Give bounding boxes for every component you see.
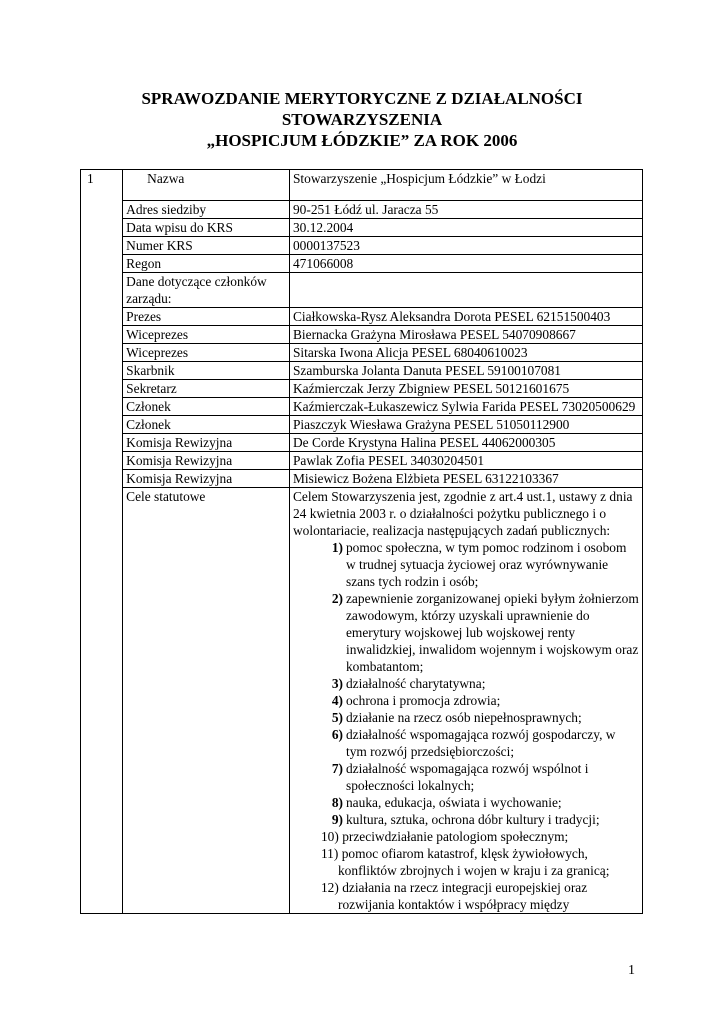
table-row bbox=[81, 344, 643, 362]
report-table bbox=[80, 169, 643, 914]
goal-number: 11) bbox=[320, 846, 339, 861]
row-value: Kaźmierczak Jerzy Zbigniew PESEL 50121601675 bbox=[289, 380, 642, 398]
goal-text: działalność wspomagająca rozwój wspólnot i społeczności lokalnych; bbox=[345, 761, 589, 793]
table-row bbox=[81, 452, 643, 470]
row-label: Numer KRS bbox=[123, 237, 290, 255]
table-row bbox=[81, 308, 643, 326]
list-item bbox=[293, 845, 639, 879]
table-row bbox=[81, 362, 643, 380]
goals-cell bbox=[289, 488, 642, 914]
list-item bbox=[293, 760, 639, 794]
goal-number: 8) bbox=[331, 795, 343, 810]
goal-number: 2) bbox=[331, 591, 343, 606]
row-value: Pawlak Zofia PESEL 34030204501 bbox=[289, 452, 642, 470]
goals-list bbox=[293, 539, 639, 913]
goal-text: kultura, sztuka, ochrona dóbr kultury i tradycji; bbox=[345, 812, 600, 827]
list-item bbox=[293, 675, 639, 692]
goal-text: pomoc społeczna, w tym pomoc rodzinom i osobom w trudnej sytuacja życiowej oraz wyrównywanie szans tych rodzin i osób; bbox=[345, 540, 627, 589]
list-item bbox=[293, 590, 639, 675]
list-item bbox=[293, 811, 639, 828]
goals-label: Cele statutowe bbox=[123, 488, 290, 914]
row-value bbox=[289, 273, 642, 308]
row-value: 471066008 bbox=[289, 255, 642, 273]
table-row bbox=[81, 434, 643, 452]
goal-text: ochrona i promocja zdrowia; bbox=[345, 693, 501, 708]
row-value: De Corde Krystyna Halina PESEL 44062000305 bbox=[289, 434, 642, 452]
row-value: Ciałkowska-Rysz Aleksandra Dorota PESEL 62151500403 bbox=[289, 308, 642, 326]
table-row bbox=[81, 201, 643, 219]
row-label: Prezes bbox=[123, 308, 290, 326]
row-label: Skarbnik bbox=[123, 362, 290, 380]
goal-number: 5) bbox=[331, 710, 343, 725]
row-label: Członek bbox=[123, 416, 290, 434]
row-value: Biernacka Grażyna Mirosława PESEL 54070908667 bbox=[289, 326, 642, 344]
table-row bbox=[81, 237, 643, 255]
title-line-2: STOWARZYSZENIA bbox=[281, 110, 443, 129]
goal-number: 6) bbox=[331, 727, 343, 742]
row-value: 30.12.2004 bbox=[289, 219, 642, 237]
table-row bbox=[81, 255, 643, 273]
list-item bbox=[293, 692, 639, 709]
name-label: Nazwa bbox=[123, 170, 290, 201]
goal-number: 9) bbox=[331, 812, 343, 827]
row-value: Misiewicz Bożena Elżbieta PESEL 63122103367 bbox=[289, 470, 642, 488]
name-value: Stowarzyszenie „Hospicjum Łódzkie” w Łodzi bbox=[289, 170, 642, 201]
page-number: 1 bbox=[628, 963, 635, 978]
goal-number: 3) bbox=[331, 676, 343, 691]
row-label: Wiceprezes bbox=[123, 344, 290, 362]
row-label: Wiceprezes bbox=[123, 326, 290, 344]
title-line-3: „HOSPICJUM ŁÓDZKIE” ZA ROK 2006 bbox=[206, 131, 518, 150]
goal-number: 7) bbox=[331, 761, 343, 776]
list-item bbox=[293, 726, 639, 760]
table-row-goals bbox=[81, 488, 643, 914]
goals-intro: Celem Stowarzyszenia jest, zgodnie z art.4 ust.1, ustawy z dnia 24 kwietnia 2003 r. o działalności pożytku publicznego i o wolontariacie, realizacja następujących zadań publicznych: bbox=[292, 489, 633, 538]
title-line-1: SPRAWOZDANIE MERYTORYCZNE Z DZIAŁALNOŚCI bbox=[141, 89, 583, 108]
row-value: 0000137523 bbox=[289, 237, 642, 255]
row-label: Adres siedziby bbox=[123, 201, 290, 219]
row-value: 90-251 Łódź ul. Jaracza 55 bbox=[289, 201, 642, 219]
list-item bbox=[293, 709, 639, 726]
row-label: Komisja Rewizyjna bbox=[123, 434, 290, 452]
list-item bbox=[293, 794, 639, 811]
goal-number: 1) bbox=[331, 540, 343, 555]
row-value: Sitarska Iwona Alicja PESEL 68040610023 bbox=[289, 344, 642, 362]
row-label: Data wpisu do KRS bbox=[123, 219, 290, 237]
goal-text: przeciwdziałanie patologiom społecznym; bbox=[342, 829, 569, 844]
list-item bbox=[293, 879, 639, 913]
row-value: Piaszczyk Wiesława Grażyna PESEL 51050112900 bbox=[289, 416, 642, 434]
goal-text: działalność wspomagająca rozwój gospodarczy, w tym rozwój przedsiębiorczości; bbox=[345, 727, 616, 759]
goal-text: działania na rzecz integracji europejskiej oraz rozwijania kontaktów i współpracy między bbox=[337, 880, 588, 912]
goal-number: 4) bbox=[331, 693, 343, 708]
goal-text: zapewnienie zorganizowanej opieki byłym żołnierzom zawodowym, którzy uzyskali uprawnienie do emerytury wojskowej lub wojskowej renty inwalidzkiej, inwalidom wojennym i wojskowym oraz kombatantom; bbox=[345, 591, 639, 674]
row-label: Komisja Rewizyjna bbox=[123, 470, 290, 488]
row-label: Członek bbox=[123, 398, 290, 416]
table-row-name bbox=[81, 170, 643, 201]
goal-number: 10) bbox=[320, 829, 339, 844]
list-item bbox=[293, 828, 639, 845]
goal-text: nauka, edukacja, oświata i wychowanie; bbox=[345, 795, 562, 810]
row-label: Dane dotyczące członków zarządu: bbox=[123, 273, 290, 308]
goal-number: 12) bbox=[320, 880, 339, 895]
table-row bbox=[81, 273, 643, 308]
table-row bbox=[81, 219, 643, 237]
document-title bbox=[0, 88, 724, 151]
table-row bbox=[81, 398, 643, 416]
row-value: Kaźmierczak-Łukaszewicz Sylwia Farida PESEL 73020500629 bbox=[289, 398, 642, 416]
table-row bbox=[81, 416, 643, 434]
row-value: Szamburska Jolanta Danuta PESEL 59100107081 bbox=[289, 362, 642, 380]
section-number: 1 bbox=[81, 170, 123, 914]
row-label: Komisja Rewizyjna bbox=[123, 452, 290, 470]
row-label: Regon bbox=[123, 255, 290, 273]
goal-text: działalność charytatywna; bbox=[345, 676, 486, 691]
row-label: Sekretarz bbox=[123, 380, 290, 398]
table-row bbox=[81, 470, 643, 488]
goal-text: pomoc ofiarom katastrof, klęsk żywiołowych, konfliktów zbrojnych i wojen w kraju i za granicą; bbox=[337, 846, 610, 878]
goal-text: działanie na rzecz osób niepełnosprawnych; bbox=[345, 710, 582, 725]
list-item bbox=[293, 539, 639, 590]
table-row bbox=[81, 380, 643, 398]
table-row bbox=[81, 326, 643, 344]
